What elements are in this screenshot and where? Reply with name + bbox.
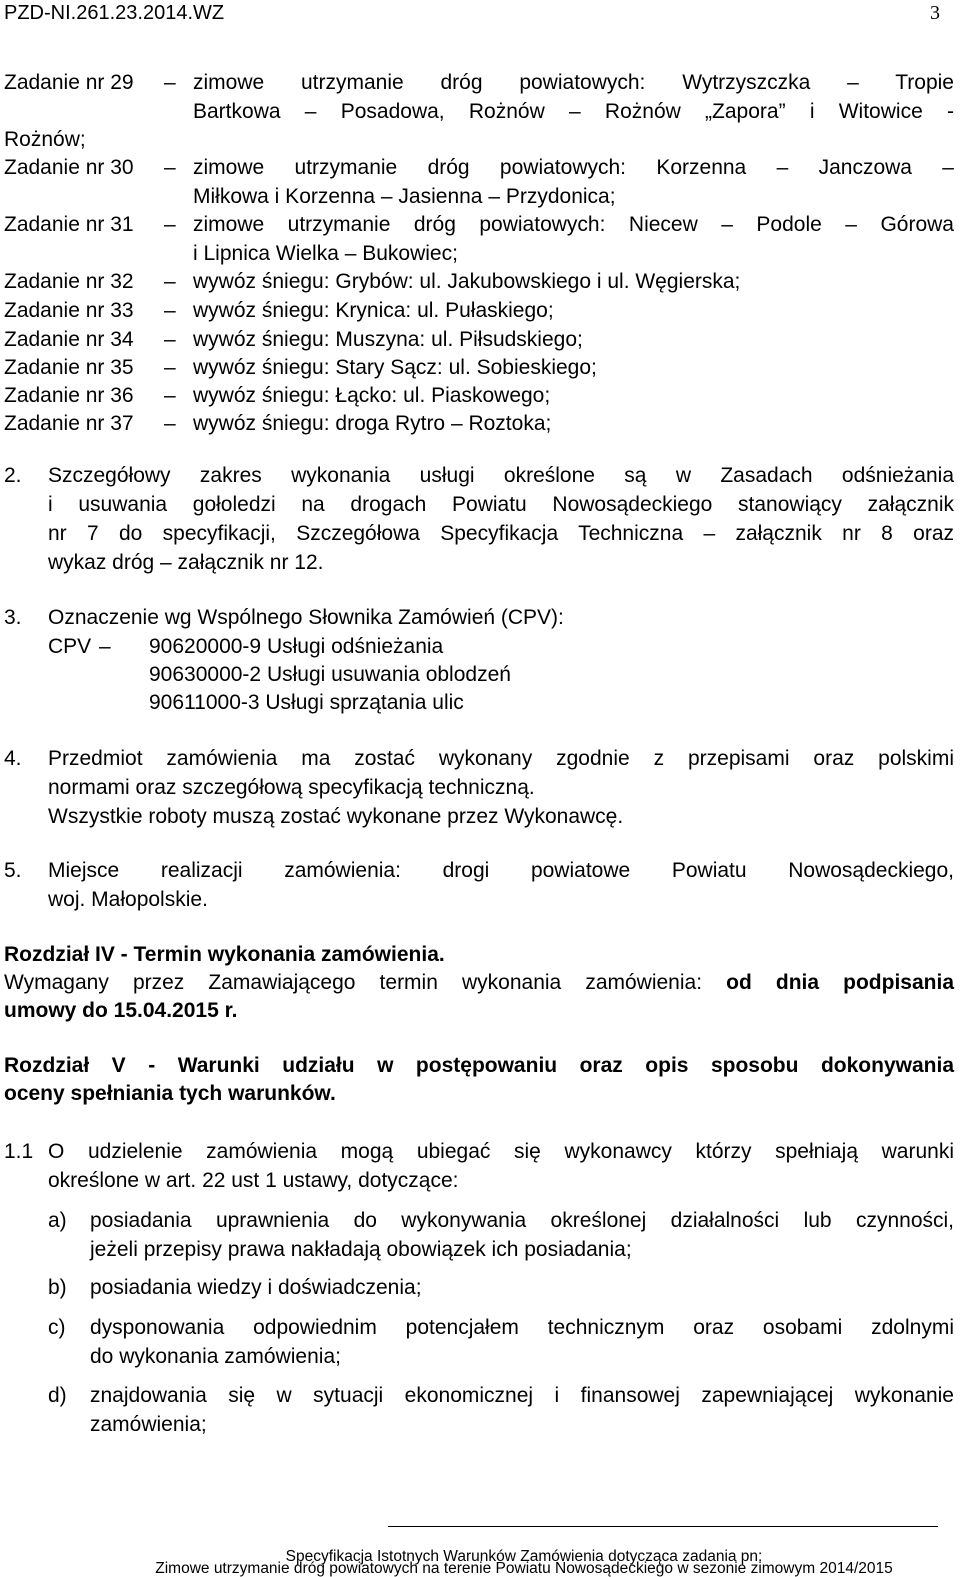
paragraph-number: 4. [4, 747, 22, 770]
chapter-4-text [4, 969, 954, 1025]
task-dash: – [164, 156, 176, 179]
list-item-a [48, 1206, 954, 1264]
task-dash: – [164, 412, 176, 435]
task-33 [4, 297, 954, 326]
task-label: Zadanie nr 34 [4, 328, 134, 351]
list-letter: a) [48, 1209, 67, 1232]
paragraph-1-1 [4, 1137, 954, 1195]
task-37 [4, 410, 954, 439]
paragraph-number: 3. [4, 606, 22, 629]
task-text-line: wywóz śniegu: Krynica: ul. Pułaskiego; [193, 299, 554, 322]
task-label: Zadanie nr 37 [4, 412, 134, 435]
task-text-line: wywóz śniegu: droga Rytro – Roztoka; [193, 412, 552, 435]
list-item-d [48, 1381, 954, 1439]
cpv-dash: – [99, 635, 111, 658]
list-line: dysponowania odpowiednim potencjałem technicznym oraz osobami zdolnymi [90, 1316, 954, 1339]
paragraph-line: O udzielenie zamówienia mogą ubiegać się wykonawcy którzy spełniają warunki [48, 1140, 954, 1163]
task-text-line: wywóz śniegu: Stary Sącz: ul. Sobieskiego; [193, 356, 597, 379]
paragraph-4 [4, 744, 954, 831]
task-text-line: zimowe utrzymanie dróg powiatowych: Niecew – Podole – Górowa [193, 213, 954, 236]
task-text-line: wywóz śniegu: Grybów: ul. Jakubowskiego i ul. Węgierska; [193, 270, 741, 293]
list-letter: b) [48, 1276, 67, 1299]
task-text-line: wywóz śniegu: Łącko: ul. Piaskowego; [193, 384, 551, 407]
chapter-4-bold-line2: umowy do 15.04.2015 r. [4, 999, 238, 1022]
footer-line-2: Zimowe utrzymanie dróg powiatowych na terenie Powiatu Nowosądeckiego w sezonie zimowym 2014/2015 [155, 1560, 893, 1577]
chapter-4-normal: Wymagany przez Zamawiającego termin wykonania zamówienia: [4, 971, 727, 994]
task-35 [4, 354, 954, 383]
task-dash: – [164, 270, 176, 293]
list-line: posiadania uprawnienia do wykonywania określonej działalności lub czynności, [90, 1209, 954, 1232]
task-dash: – [164, 299, 176, 322]
list-line: jeżeli przepisy prawa nakładają obowiązek ich posiadania; [90, 1238, 632, 1261]
list-letter: d) [48, 1384, 67, 1407]
page-number: 3 [930, 2, 940, 24]
cpv-code: 90620000-9 Usługi odśnieżania [149, 635, 444, 658]
task-label: Zadanie nr 31 [4, 213, 134, 236]
paragraph-line: Wszystkie roboty muszą zostać wykonane przez Wykonawcę. [48, 805, 624, 828]
chapter-4-bold: od dnia podpisania [726, 971, 954, 994]
doc-id: PZD-NI.261.23.2014.WZ [4, 2, 225, 24]
cpv-code: 90630000-2 Usługi usuwania oblodzeń [149, 663, 511, 686]
task-label: Zadanie nr 35 [4, 356, 134, 379]
task-30 [4, 154, 954, 211]
task-dash: – [164, 328, 176, 351]
task-text-line: i Lipnica Wielka – Bukowiec; [193, 241, 458, 265]
task-text-line: zimowe utrzymanie dróg powiatowych: Wytrzyszczka – Tropie [193, 71, 954, 94]
task-31 [4, 211, 954, 268]
task-dash: – [164, 213, 176, 236]
paragraph-line: Miejsce realizacji zamówienia: drogi powiatowe Powiatu Nowosądeckiego, [48, 859, 954, 882]
paragraph-line: nr 7 do specyfikacji, Szczegółowa Specyfikacja Techniczna – załącznik nr 8 oraz [48, 522, 954, 545]
task-label: Zadanie nr 33 [4, 299, 134, 322]
paragraph-line: Przedmiot zamówienia ma zostać wykonany zgodnie z przepisami oraz polskimi [48, 747, 954, 770]
paragraph-line: określone w art. 22 ust 1 ustawy, dotyczące: [48, 1169, 459, 1192]
paragraph-line: wykaz dróg – załącznik nr 12. [48, 551, 324, 574]
paragraph-number: 2. [4, 464, 22, 487]
paragraph-number: 1.1 [4, 1140, 34, 1163]
task-text-line: Miłkowa i Korzenna – Jasienna – Przydonica; [193, 184, 616, 208]
chapter-5-title [4, 1052, 954, 1108]
list-line: znajdowania się w sytuacji ekonomicznej i finansowej zapewniającej wykonanie [90, 1384, 954, 1407]
task-label: Zadanie nr 36 [4, 384, 134, 407]
task-label: Zadanie nr 29 [4, 71, 134, 94]
task-text-line: wywóz śniegu: Muszyna: ul. Piłsudskiego; [193, 328, 583, 351]
cpv-label: CPV [48, 635, 92, 658]
paragraph-line: Szczegółowy zakres wykonania usługi określone są w Zasadach odśnieżania [48, 464, 954, 487]
paragraph-line: i usuwania gołoledzi na drogach Powiatu Nowosądeckiego stanowiący załącznik [48, 493, 954, 516]
paragraph-number: 5. [4, 859, 22, 882]
list-letter: c) [48, 1316, 66, 1339]
footer-line-1: Specyfikacja Istotnych Warunków Zamówienia dotycząca zadania pn: [285, 1548, 763, 1565]
task-text-line: Bartkowa – Posadowa, Rożnów – Rożnów „Zapora” i Witowice - [193, 99, 954, 123]
paragraph-line: Oznaczenie wg Wspólnego Słownika Zamówień (CPV): [48, 606, 564, 629]
task-text-line: zimowe utrzymanie dróg powiatowych: Korzenna – Janczowa – [193, 156, 954, 179]
list-item-c [48, 1313, 954, 1371]
footer-divider [388, 1526, 938, 1527]
paragraph-line: normami oraz szczegółową specyfikacją techniczną. [48, 776, 535, 799]
chapter-4-title: Rozdział IV - Termin wykonania zamówienia. [4, 943, 445, 966]
chapter-5-title-line: Rozdział V - Warunki udziału w postępowaniu oraz opis sposobu dokonywania [4, 1054, 954, 1077]
chapter-5-title-line: oceny spełniania tych warunków. [4, 1082, 336, 1105]
paragraph-5 [4, 856, 954, 914]
list-item-b [48, 1273, 954, 1302]
task-32 [4, 268, 954, 297]
list-line: posiadania wiedzy i doświadczenia; [90, 1276, 422, 1299]
task-label: Zadanie nr 30 [4, 156, 134, 179]
paragraph-2 [4, 461, 954, 577]
list-line: do wykonania zamówienia; [90, 1345, 341, 1368]
task-36 [4, 382, 954, 411]
task-dash: – [164, 384, 176, 407]
task-34 [4, 326, 954, 355]
paragraph-line: woj. Małopolskie. [48, 888, 208, 911]
task-29 [4, 69, 954, 126]
task-29-tail: Rożnów; [4, 128, 86, 151]
task-dash: – [164, 356, 176, 379]
list-line: zamówienia; [90, 1413, 207, 1436]
paragraph-3 [4, 603, 954, 632]
task-label: Zadanie nr 32 [4, 270, 134, 293]
task-dash: – [164, 71, 176, 94]
cpv-code: 90611000-3 Usługi sprzątania ulic [149, 691, 464, 714]
